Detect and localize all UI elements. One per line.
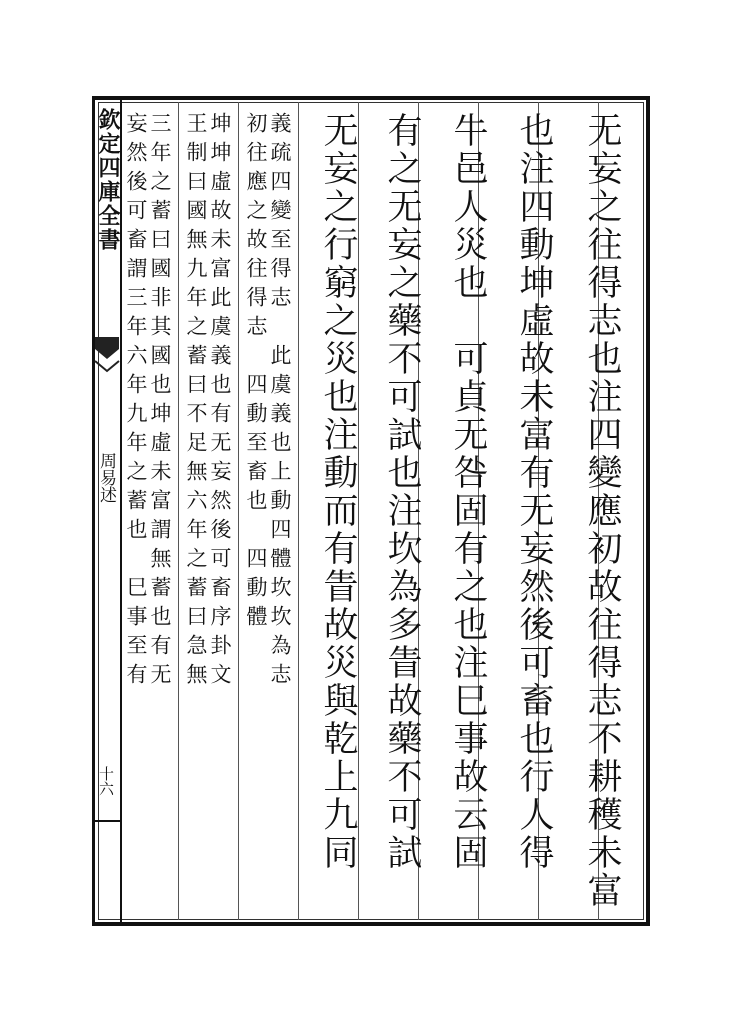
text-column-4: 有之无妄之藥不可試也注坎為多眚故藥不可試 (382, 112, 422, 872)
page-frame-inner (95, 102, 644, 920)
commentary-line-7a: 坤坤虛故未富此虞義也有无妄然後可畜序卦文 (208, 112, 232, 692)
column-rule (178, 102, 179, 920)
text-column-2: 也注四動坤虛故未富有无妄然後可畜也行人得 (514, 112, 554, 872)
text-column-1: 无妄之往得志也注四變應初故往得志不耕穫未富 (582, 112, 622, 910)
commentary-line-7b: 王制曰國無九年之蓄曰不足無六年之蓄曰急無 (184, 112, 208, 692)
commentary-line-8a: 三年之蓄曰國非其國也坤虛未富謂無蓄也有无 (148, 112, 172, 692)
margin-rule (93, 820, 121, 822)
commentary-line-8b: 妄然後可畜謂三年六年九年之蓄也 巳事至有 (124, 112, 148, 692)
margin-book-title: 周易述 (96, 452, 116, 503)
column-rule (358, 102, 359, 920)
text-column-5: 无妄之行窮之災也注動而有眚故災與乾上九同 (318, 112, 358, 872)
commentary-line-6b: 初往應之故往得志 四動至畜也 四動體 (244, 112, 268, 634)
commentary-line-6a: 義疏四變至得志 此虞義也上動四體坎坎為志 (268, 112, 292, 692)
fishtail-ornament-icon (93, 335, 121, 375)
column-rule (238, 102, 239, 920)
margin-page-number: 十六 (97, 766, 115, 796)
margin-collection-title: 欽定四庫全書 (95, 108, 121, 252)
column-rule (298, 102, 299, 920)
text-column-3: 牛邑人災也 可貞无咎固有之也注巳事故云固 (448, 112, 488, 872)
